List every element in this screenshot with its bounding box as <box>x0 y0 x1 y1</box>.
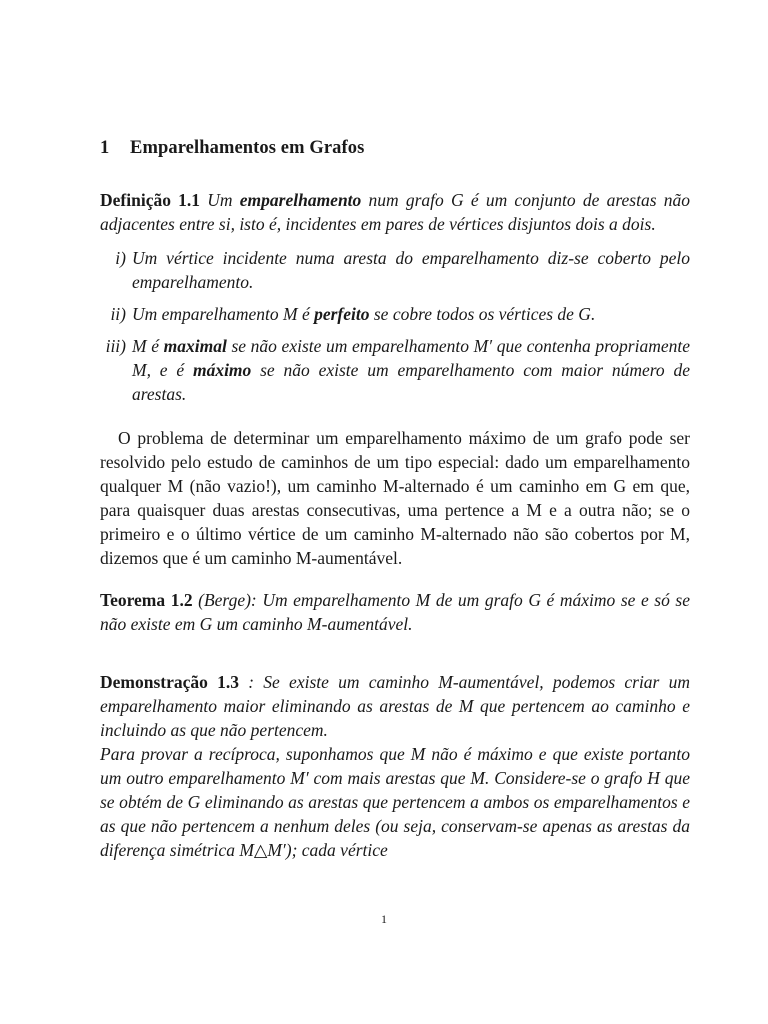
item-marker: iii) <box>105 336 126 356</box>
item-text-end: se não existe um emparelhamento com maior número de arestas. <box>132 360 690 404</box>
item-marker: ii) <box>110 304 126 324</box>
definition-text-start: Um <box>207 190 240 210</box>
item-text: Um vértice incidente numa aresta do emparelhamento diz-se coberto pelo emparelhamento. <box>132 248 690 292</box>
body-paragraph: O problema de determinar um emparelhamento máximo de um grafo pode ser resolvido pelo estudo de caminhos de um tipo especial: dado um emparelhamento qualquer M (não vazio!), um caminho M-alternado é um caminho em G em que, para quaisquer duas arestas consecutivas, uma pertence a M e a outra não; se o primeiro e o último vértice de um caminho M-alternado não são cobertos por M, dizemos que é um caminho M-aumentável. <box>100 428 690 568</box>
section-heading <box>100 136 690 160</box>
section-title: Emparelhamentos em Grafos <box>130 138 365 158</box>
definition-block <box>100 188 690 236</box>
theorem-label: Teorema 1.2 <box>100 590 193 610</box>
page-number: 1 <box>381 912 387 926</box>
proof-block <box>100 670 690 862</box>
item-text-start: M é <box>132 336 164 356</box>
list-item <box>100 302 690 326</box>
definition-text-end: num grafo G é um conjunto de arestas não adjacentes entre si, isto é, incidentes em pares de vértices disjuntos dois a dois. <box>100 190 690 234</box>
item-text-start: Um emparelhamento M é <box>132 304 315 324</box>
item-term: perfeito <box>314 304 370 324</box>
list-item <box>100 334 690 406</box>
proof-label: Demonstração 1.3 <box>100 672 239 692</box>
document-page <box>100 130 690 862</box>
theorem-text: (Berge): Um emparelhamento M de um grafo G é máximo se e só se não existe em G um caminho M-aumentável. <box>100 590 690 634</box>
definition-term: emparelhamento <box>239 190 362 210</box>
item-marker: i) <box>115 248 126 268</box>
section-number: 1 <box>100 138 110 158</box>
item-text-end: se cobre todos os vértices de G. <box>369 304 596 324</box>
definition-items <box>100 246 690 406</box>
item-term: máximo <box>192 360 252 380</box>
theorem-block <box>100 588 690 636</box>
item-text-middle: se não existe um emparelhamento M′ que contenha propriamente M, e é <box>132 336 690 380</box>
definition-label: Definição 1.1 <box>100 190 201 210</box>
item-term: maximal <box>163 336 227 356</box>
proof-text-2: Para provar a recíproca, suponhamos que M não é máximo e que existe portanto um outro emparelhamento M′ com mais arestas que M. Considere-se o grafo H que se obtém de G eliminando as arestas que pertencem a ambos os emparelhamentos e as que não pertencem a nenhum deles (ou seja, conservam-se apenas as arestas da diferença simétrica M△M′); cada vértice <box>100 744 690 860</box>
list-item <box>100 246 690 294</box>
proof-text-1: : Se existe um caminho M-aumentável, podemos criar um emparelhamento maior eliminando as arestas de M que pertencem ao caminho e incluindo as que não pertencem. <box>100 672 690 740</box>
